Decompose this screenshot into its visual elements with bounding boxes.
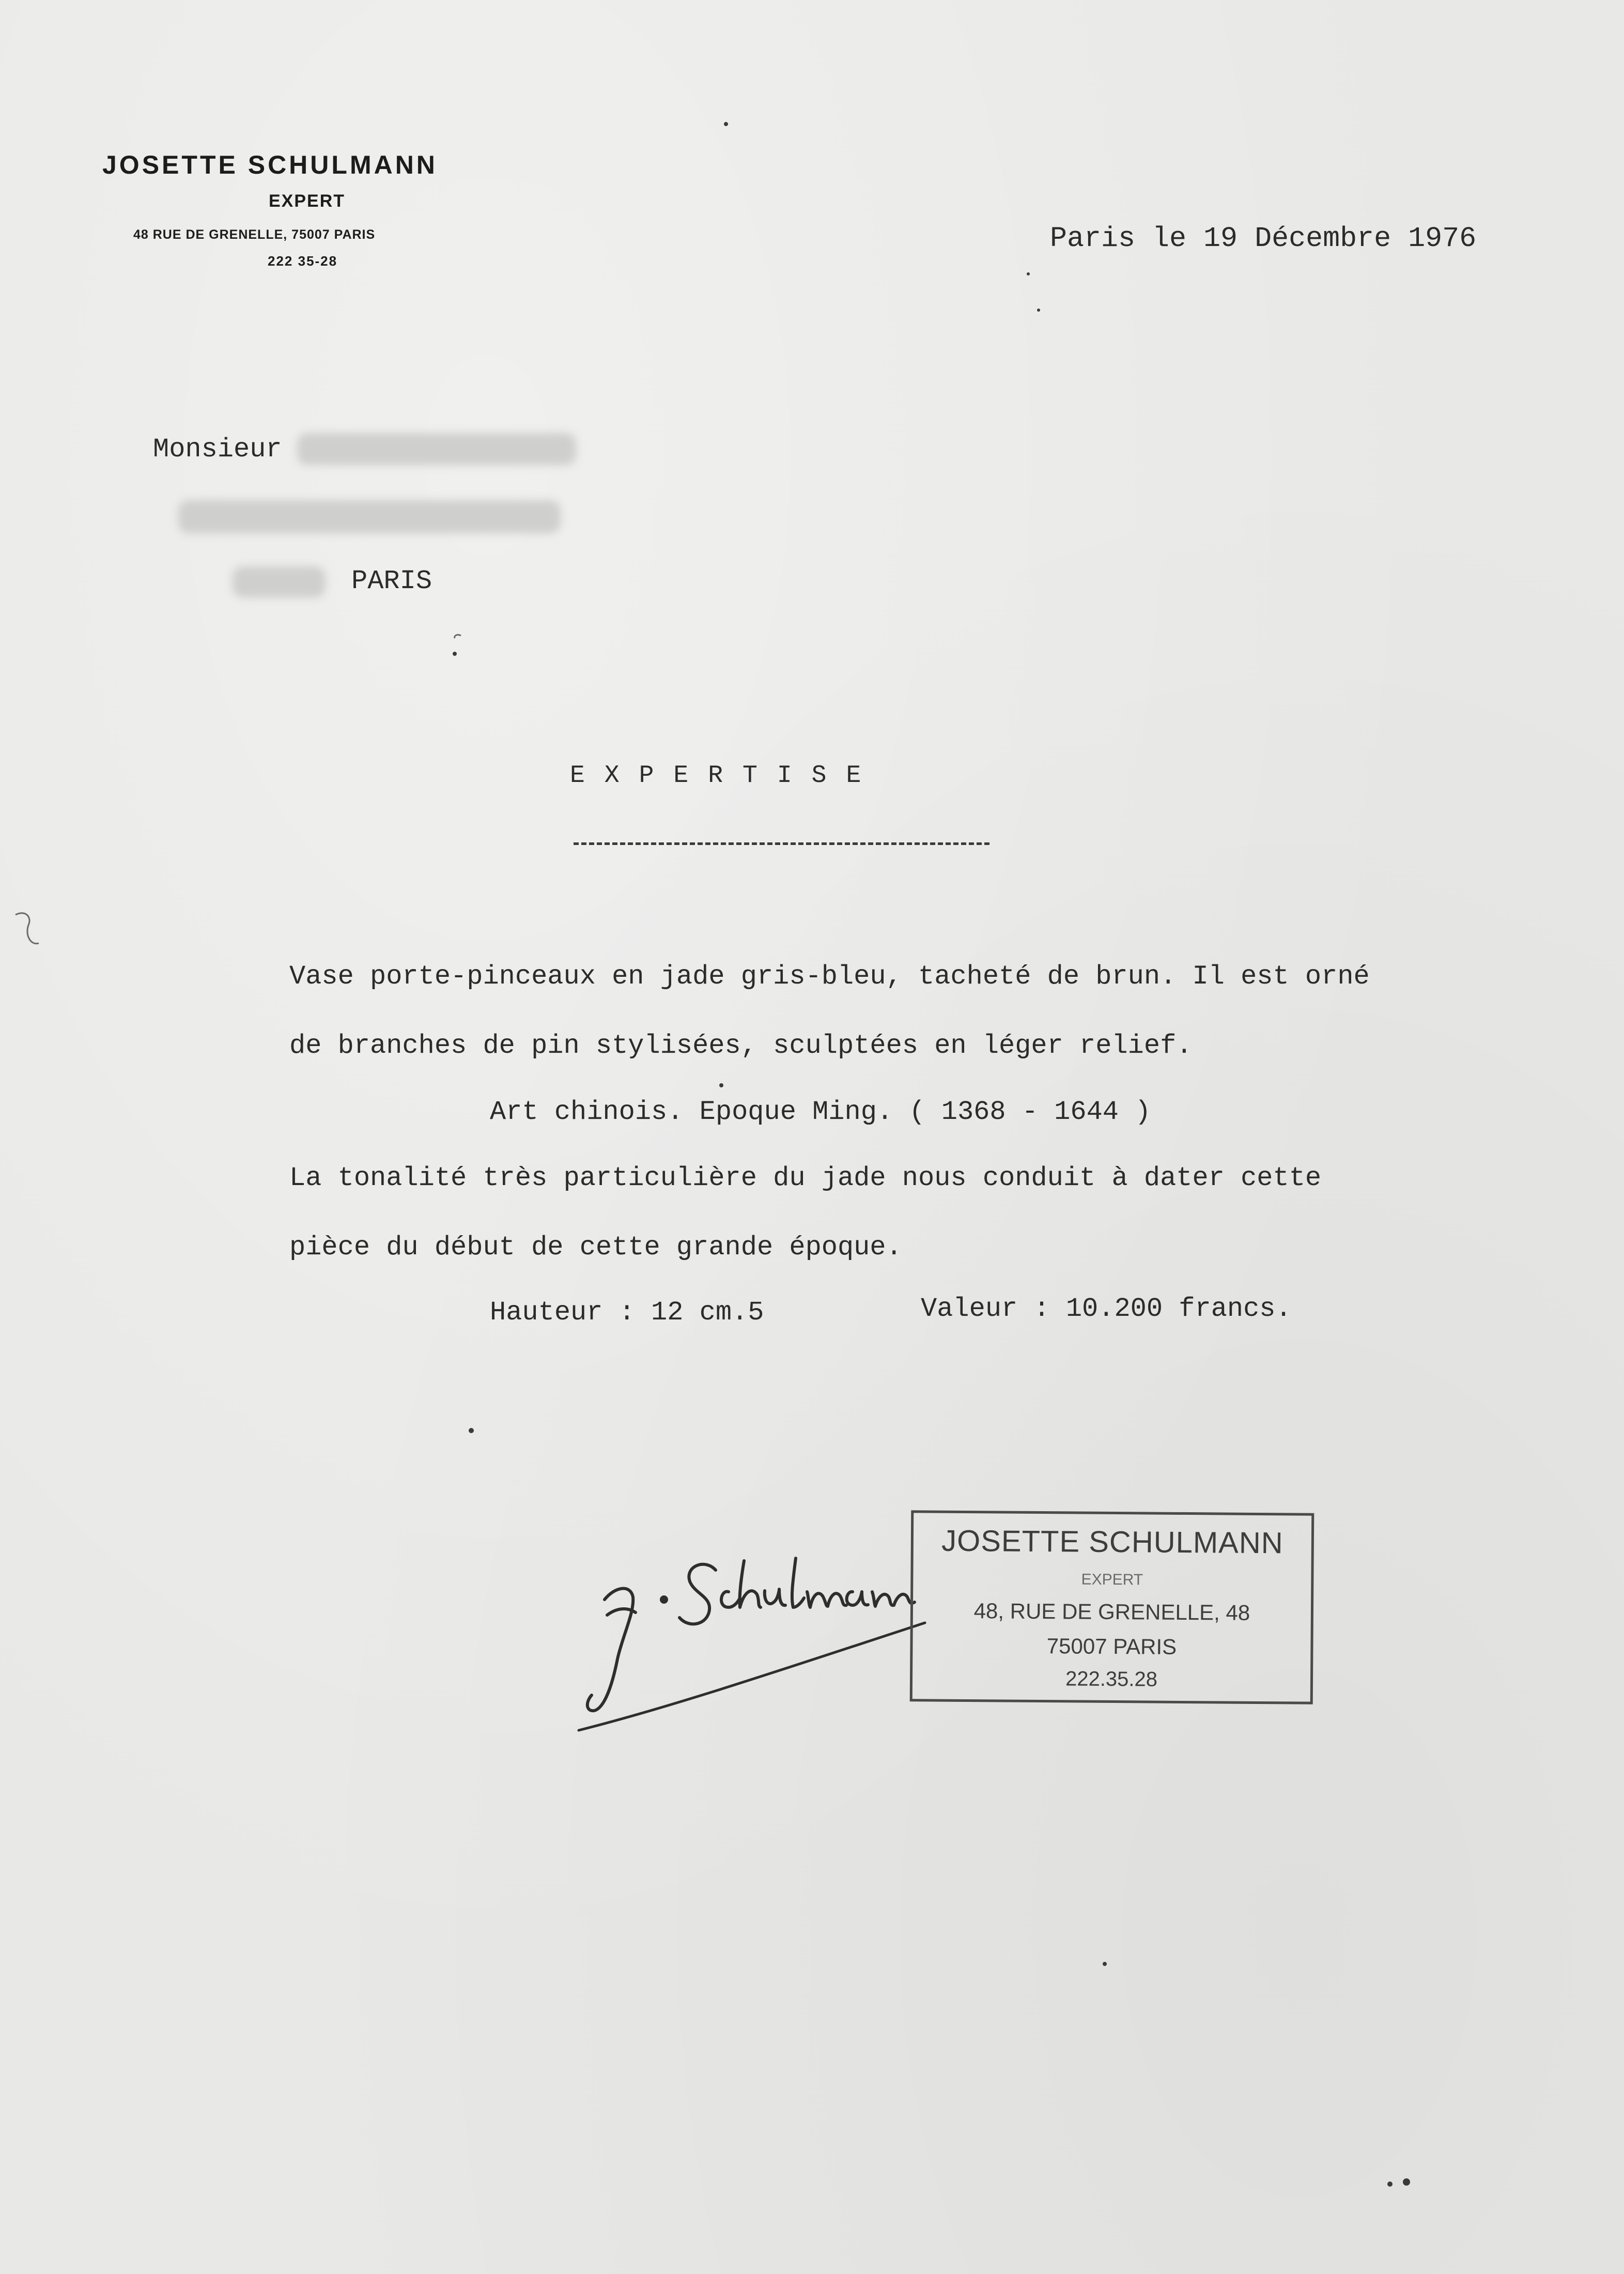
body-line: de branches de pin stylisées, sculptées en léger relief. — [289, 1031, 1193, 1061]
recipient-salutation: Monsieur — [153, 434, 282, 465]
object-value: Valeur : 10.200 francs. — [921, 1294, 1292, 1324]
letterhead-phone: 222 35-28 — [268, 253, 338, 269]
stamp-title: EXPERT — [1081, 1571, 1143, 1589]
letterhead-name: JOSETTE SCHULMANN — [102, 150, 438, 179]
stamp-city: 75007 PARIS — [1046, 1634, 1177, 1659]
body-line-attribution: Art chinois. Epoque Ming. ( 1368 - 1644 ) — [490, 1097, 1151, 1127]
letterhead-address: 48 RUE DE GRENELLE, 75007 PARIS — [133, 227, 376, 242]
object-height: Hauteur : 12 cm.5 — [490, 1297, 764, 1328]
body-line: La tonalité très particulière du jade nous conduit à dater cette — [289, 1163, 1322, 1193]
date-line: Paris le 19 Décembre 1976 — [1050, 222, 1477, 255]
stamp-name: JOSETTE SCHULMANN — [941, 1524, 1283, 1560]
letterhead-title: EXPERT — [269, 191, 346, 211]
body-line: pièce du début de cette grande époque. — [289, 1232, 902, 1263]
recipient-city: PARIS — [351, 566, 432, 596]
stamp-phone: 222.35.28 — [1065, 1667, 1158, 1691]
document-title: EXPERTISE — [570, 762, 881, 790]
body-line: Vase porte-pinceaux en jade gris-bleu, tacheté de brun. Il est orné — [289, 961, 1370, 992]
stamp-address: 48, RUE DE GRENELLE, 48 — [973, 1599, 1250, 1625]
